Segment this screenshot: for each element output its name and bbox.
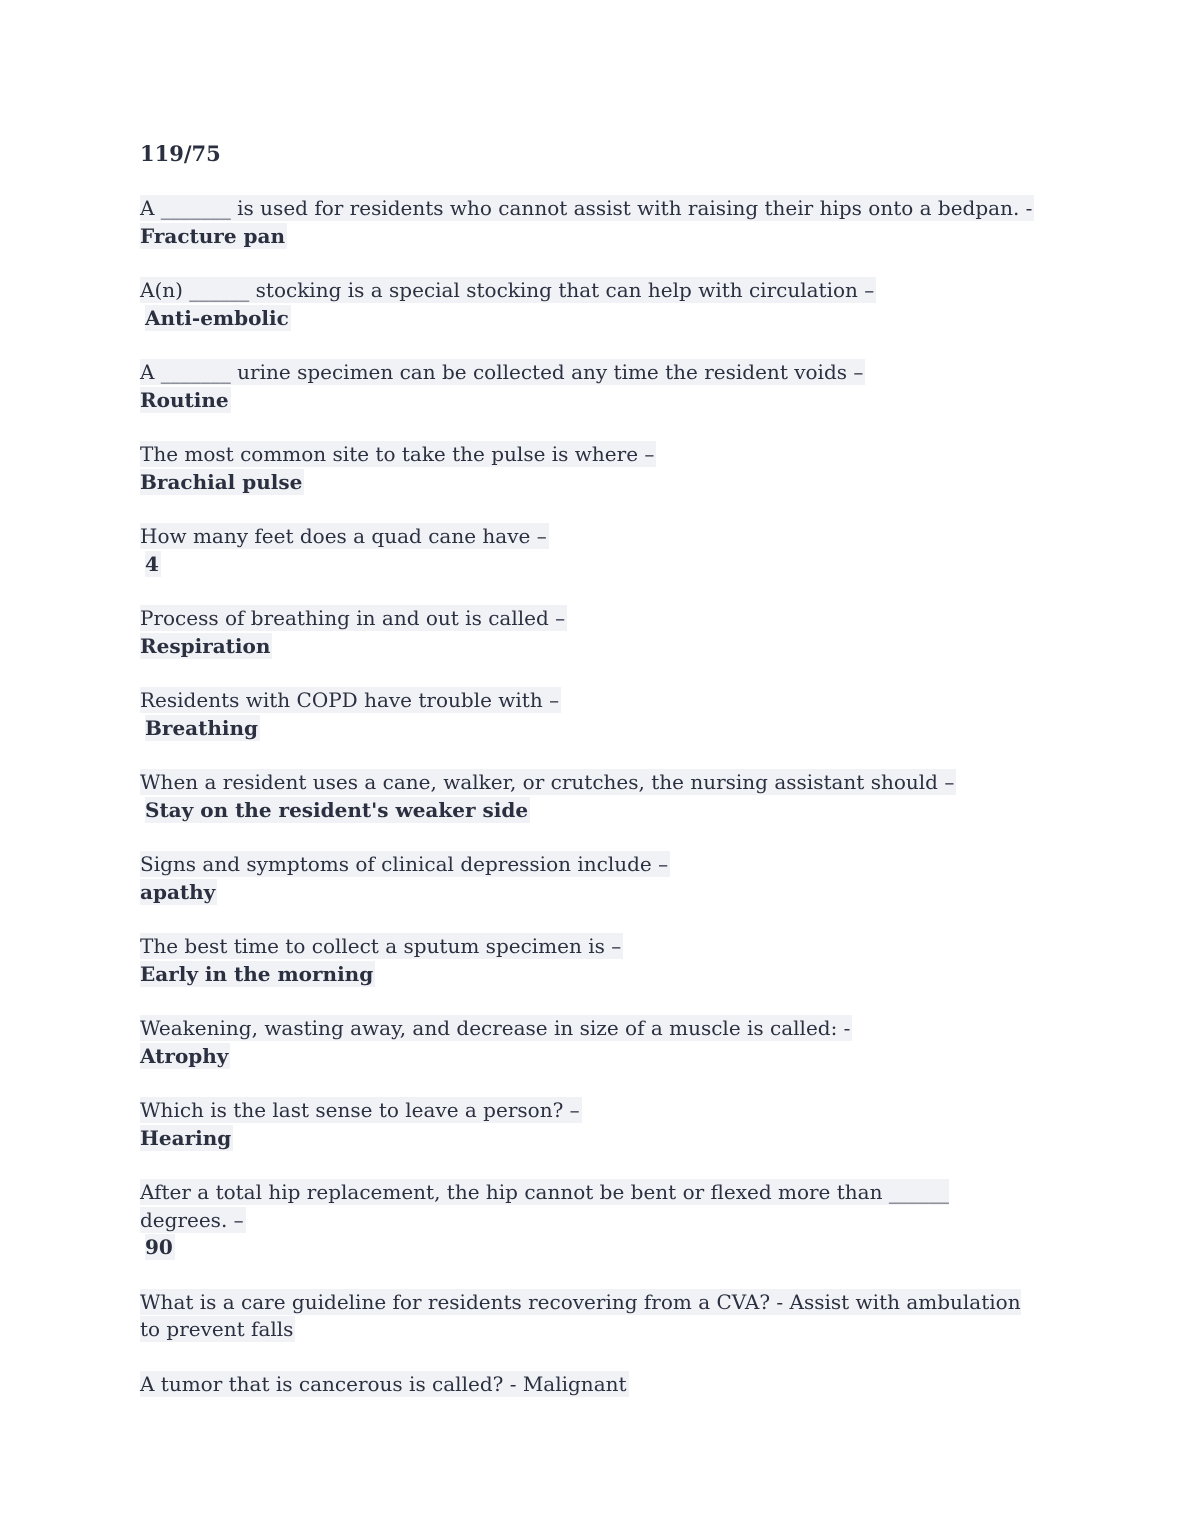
- qa-item: [140, 769, 1040, 824]
- question-text: What is a care guideline for residents recovering from a CVA? - Assist with ambulation to prevent falls: [140, 1289, 1021, 1341]
- qa-item: [140, 851, 1040, 906]
- answer-text: Anti-embolic: [145, 305, 289, 330]
- qa-item: [140, 523, 1040, 578]
- qa-item: [140, 933, 1040, 988]
- qa-item: [140, 1289, 1040, 1344]
- question-text: How many feet does a quad cane have –: [140, 524, 547, 548]
- question-text: The most common site to take the pulse is where –: [140, 442, 655, 466]
- page-number: 119/75: [140, 141, 221, 166]
- answer-text: Respiration: [140, 633, 271, 658]
- answer-text: Stay on the resident's weaker side: [145, 797, 529, 822]
- qa-item: [140, 1015, 1040, 1070]
- answer-text: Brachial pulse: [140, 469, 303, 494]
- answer-text: Routine: [140, 387, 229, 412]
- question-text: A _______ is used for residents who cannot assist with raising their hips onto a bedpan. -: [140, 196, 1033, 220]
- answer-text: 90: [145, 1235, 173, 1259]
- document-page: [140, 140, 1040, 1425]
- qa-item: [140, 605, 1040, 660]
- question-text: The best time to collect a sputum specimen is –: [140, 934, 622, 958]
- question-text: Residents with COPD have trouble with –: [140, 688, 560, 712]
- question-text: When a resident uses a cane, walker, or crutches, the nursing assistant should –: [140, 770, 955, 794]
- question-text: A tumor that is cancerous is called? - Malignant: [140, 1371, 627, 1396]
- qa-item: [140, 195, 1040, 250]
- answer-text: Early in the morning: [140, 961, 374, 986]
- question-text: A _______ urine specimen can be collected any time the resident voids –: [140, 360, 864, 384]
- question-text: Weakening, wasting away, and decrease in size of a muscle is called: -: [140, 1016, 851, 1040]
- qa-item: [140, 687, 1040, 742]
- question-text: Process of breathing in and out is called –: [140, 606, 566, 630]
- question-text: Signs and symptoms of clinical depression include –: [140, 852, 669, 876]
- answer-text: 4: [145, 551, 159, 576]
- question-text: A(n) ______ stocking is a special stocking that can help with circulation –: [140, 278, 875, 302]
- qa-item: [140, 1179, 1040, 1262]
- qa-item: [140, 441, 1040, 496]
- answer-text: Atrophy: [140, 1043, 229, 1068]
- answer-text: apathy: [140, 879, 216, 904]
- qa-item: [140, 1097, 1040, 1152]
- answer-text: Breathing: [145, 715, 259, 740]
- qa-item: [140, 359, 1040, 414]
- qa-item: [140, 1371, 1040, 1399]
- question-text: After a total hip replacement, the hip cannot be bent or flexed more than ______ degrees. –: [140, 1180, 949, 1232]
- answer-text: Hearing: [140, 1125, 232, 1150]
- answer-text: Fracture pan: [140, 223, 286, 248]
- qa-item: [140, 277, 1040, 332]
- question-text: Which is the last sense to leave a person? –: [140, 1098, 580, 1122]
